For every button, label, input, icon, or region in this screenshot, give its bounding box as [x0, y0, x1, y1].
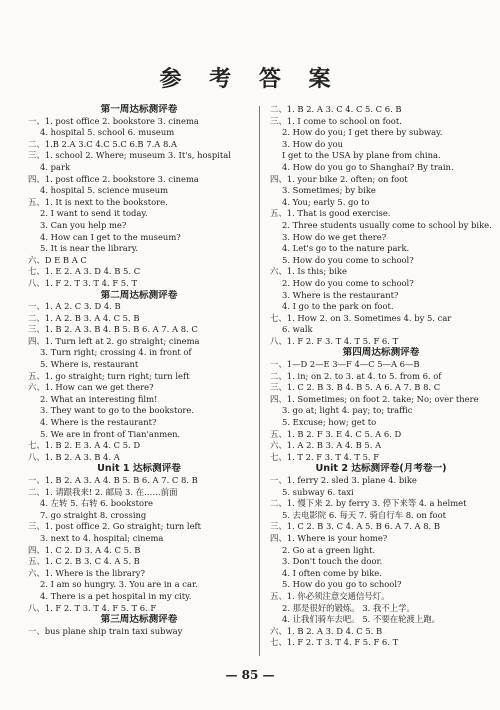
answer-line: 四、1. Where is your home?: [270, 532, 388, 543]
answer-line: 三、1. I come to school on foot.: [270, 115, 402, 126]
answer-line: 4. Where is the restaurant?: [40, 417, 157, 428]
answer-line: 7. go straight 8. crossing: [40, 509, 147, 520]
answer-line: 二、1.B 2.A 3.C 4.C 5.C 6.B 7.A 8.A: [28, 138, 177, 149]
answer-line: 五、1. C 2. B 3. C 4. A 5. B: [28, 556, 140, 567]
answer-line: 5. We are in front of Tian'anmen.: [40, 428, 181, 439]
answer-line: 5. Where is, restaurant: [40, 359, 139, 370]
answer-line: 六、1. Where is the library?: [28, 567, 145, 578]
answer-line: 一、1. post office 2. bookstore 3. cinema: [28, 115, 199, 126]
answer-line: 三、1. C 2. B 3. C 4. A 5. B 6. A 7. A 8. B: [270, 521, 441, 532]
answer-line: I get to the USA by plane from china.: [282, 150, 441, 161]
answer-line: 七、1. How 2. on 3. Sometimes 4. by 5. car: [270, 312, 452, 323]
answer-line: 3. Can you help me?: [40, 219, 127, 230]
answer-line: 八、1. F 2. F 3. T 4. T 5. F 6. T: [270, 335, 399, 346]
answer-line: 五、1. It is next to the bookstore.: [28, 196, 168, 207]
answer-line: 3. How do we get there?: [282, 231, 387, 242]
answer-line: 2. What an interesting film!: [40, 393, 158, 404]
answer-line: 八、1. F 2. T 3. T 4. F 5. T: [28, 277, 138, 288]
section-heading: 第二周达标测评卷: [100, 289, 178, 301]
answer-line: 4. hospital 5. school 6. museum: [40, 127, 175, 138]
answer-line: 4. Let's go to the nature park.: [282, 243, 410, 254]
answer-line: 三、1. B 2. A 3. B 4. B 5. B 6. A 7. A 8. C: [28, 324, 198, 335]
answer-line: 4. park: [40, 161, 71, 172]
answer-line: 2. How do you come to school?: [282, 277, 414, 288]
answer-line: 三、1. post office 2. Go straight; turn left: [28, 521, 202, 532]
answer-line: 4. You; early 5. go to: [282, 196, 370, 207]
answer-line: 5. Excuse; how; get to: [282, 417, 377, 428]
section-heading: 第一周达标测评卷: [100, 104, 178, 115]
answer-line: 三、1. school 2. Where; museum 3. It's, hospital: [28, 150, 231, 161]
page-title: 参 考 答 案: [159, 66, 341, 92]
answer-line: 五、1. go straight; turn right; turn left: [28, 370, 190, 381]
answer-line: 六、1. How can we get there?: [28, 382, 154, 393]
answer-line: 五、1. 你必须注意交通信号灯。: [270, 590, 390, 601]
answer-line: 八、1. B 2. A 3. B 4. A: [28, 451, 120, 462]
answer-line: 二、1. in; on 2. to 3. at 4. to 5. from 6. of: [270, 370, 442, 381]
section-heading: 第四周达标测评卷: [342, 347, 420, 359]
answer-line: 七、1. T 2. F 3. T 4. T 5. F: [270, 451, 380, 462]
answer-line: 3. Don't touch the door.: [282, 556, 383, 567]
right-column: [270, 104, 492, 649]
answer-line: 4. I often come by bike.: [282, 567, 382, 578]
section-heading: Unit 2 达标测评卷(月考卷一): [315, 463, 447, 475]
answer-line: 4. hospital 5. science museum: [40, 185, 169, 196]
answer-line: 2. I want to send it today.: [40, 208, 148, 219]
answer-line: 二、1. B 2. A 3. C 4. C 5. C 6. B: [270, 104, 402, 114]
answer-line: 五、1. That is good exercise.: [270, 208, 391, 219]
section-heading: 第三周达标测评卷: [100, 614, 178, 626]
page-number: — 85 —: [225, 668, 275, 682]
answer-line: 二、1. 慢下来 2. by ferry 3. 停下来等 4. a helmet: [270, 498, 467, 509]
answer-line: 一、1. ferry 2. sled 3. plane 4. bike: [270, 475, 417, 485]
answer-line: 3. How do you: [282, 138, 344, 149]
answer-line: 一、1. A 2. C 3. D 4. B: [28, 301, 121, 312]
answer-line: 六、1. Is this; bike: [270, 266, 347, 277]
answer-line: 二、1. 请跟我来! 2. 邮局 3. 在……前面: [28, 486, 178, 497]
answer-line: 四、1. Turn left at 2. go straight; cinema: [28, 335, 200, 346]
answer-line: 2. I am so hungry. 3. You are in a car.: [40, 579, 198, 590]
answer-line: 一、1—D 2—E 3—F 4—C 5—A 6—B: [270, 359, 420, 370]
answer-line: 六、1. A 2. B 3. A 4. B 5. A: [270, 440, 382, 451]
answer-line: 四、1. C 2. D 3. A 4. C 5. B: [28, 544, 141, 555]
answer-line: 3. Where is the restaurant?: [282, 289, 399, 300]
answer-line: 4. 让我们骑车去吧。 5. 不要在轮渡上跑。: [282, 614, 440, 625]
answer-line: 4. 左转 5. 右转 6. bookstore: [40, 498, 153, 509]
answer-line: 5. 去电影院 6. 每天 7. 骑自行车 8. on foot: [282, 509, 446, 520]
answer-line: 5. How do you come to school?: [282, 254, 414, 265]
answer-line: 3. They want to go to the bookstore.: [40, 405, 194, 416]
answer-line: 四、1. Sometimes; on foot 2. take; No; over there: [270, 393, 479, 404]
left-column: [28, 104, 250, 637]
answer-line: 4. I go to the park on foot.: [282, 301, 394, 312]
answer-line: 5. How do you go to school?: [282, 579, 402, 590]
answer-line: 一、bus plane ship train taxi subway: [28, 625, 183, 636]
answer-line: 2. How do you; I get there by subway.: [282, 127, 443, 138]
answer-line: 4. There is a pet hospital in my city.: [40, 590, 192, 601]
answer-line: 5. subway 6. taxi: [282, 486, 354, 497]
answer-line: 6. walk: [282, 324, 313, 335]
answer-line: 六、1. B 2. A 3. D 4. C 5. B: [270, 625, 383, 636]
answer-line: 4. How can I get to the museum?: [40, 231, 181, 242]
answer-line: 七、1. E 2. A 3. D 4. B 5. C: [28, 266, 141, 277]
answer-line: 3. Turn right; crossing 4. in front of: [40, 347, 192, 358]
answer-line: 八、1. F 2. T 3. T 4. F 5. T 6. F: [28, 602, 157, 613]
answer-line: 七、1. B 2. E 3. A 4. C 5. D: [28, 440, 141, 451]
answer-line: 3. Sometimes; by bike: [282, 185, 376, 196]
answer-line: 5. It is near the library.: [40, 243, 139, 254]
answer-line: 六、D E B A C: [28, 254, 87, 265]
answer-line: 七、1. F 2. T 3. T 4. F 5. F 6. T: [270, 637, 399, 648]
answer-line: 2. Three students usually come to school by bike.: [282, 219, 492, 230]
answer-line: 五、1. B 2. F 3. E 4. C 5. A 6. D: [270, 428, 402, 439]
column-divider: [259, 106, 260, 656]
answer-line: 2. Go at a green light.: [282, 544, 376, 555]
answer-line: 二、1. A 2. B 3. A 4. C 5. B: [28, 312, 140, 323]
answer-line: 三、1. C 2. B 3. B 4. B 5. A 6. A 7. B 8. C: [270, 382, 441, 393]
answer-line: 2. 那是很好的锻炼。 3. 我不上学。: [282, 602, 415, 613]
answer-line: 四、1. your bike 2. often; on foot: [270, 173, 408, 184]
answer-line: 四、1. post office 2. bookstore 3. cinema: [28, 173, 199, 184]
answer-line: 3. go at; light 4. pay; to; traffic: [282, 405, 413, 416]
answer-line: 一、1. B 2. A 3. A 4. B 5. B 6. A 7. C 8. B: [28, 475, 198, 485]
section-heading: Unit 1 达标测评卷: [97, 463, 181, 475]
answer-line: 4. How do you go to Shanghai? By train.: [282, 161, 454, 172]
answer-line: 3. next to 4. hospital; cinema: [40, 532, 164, 543]
